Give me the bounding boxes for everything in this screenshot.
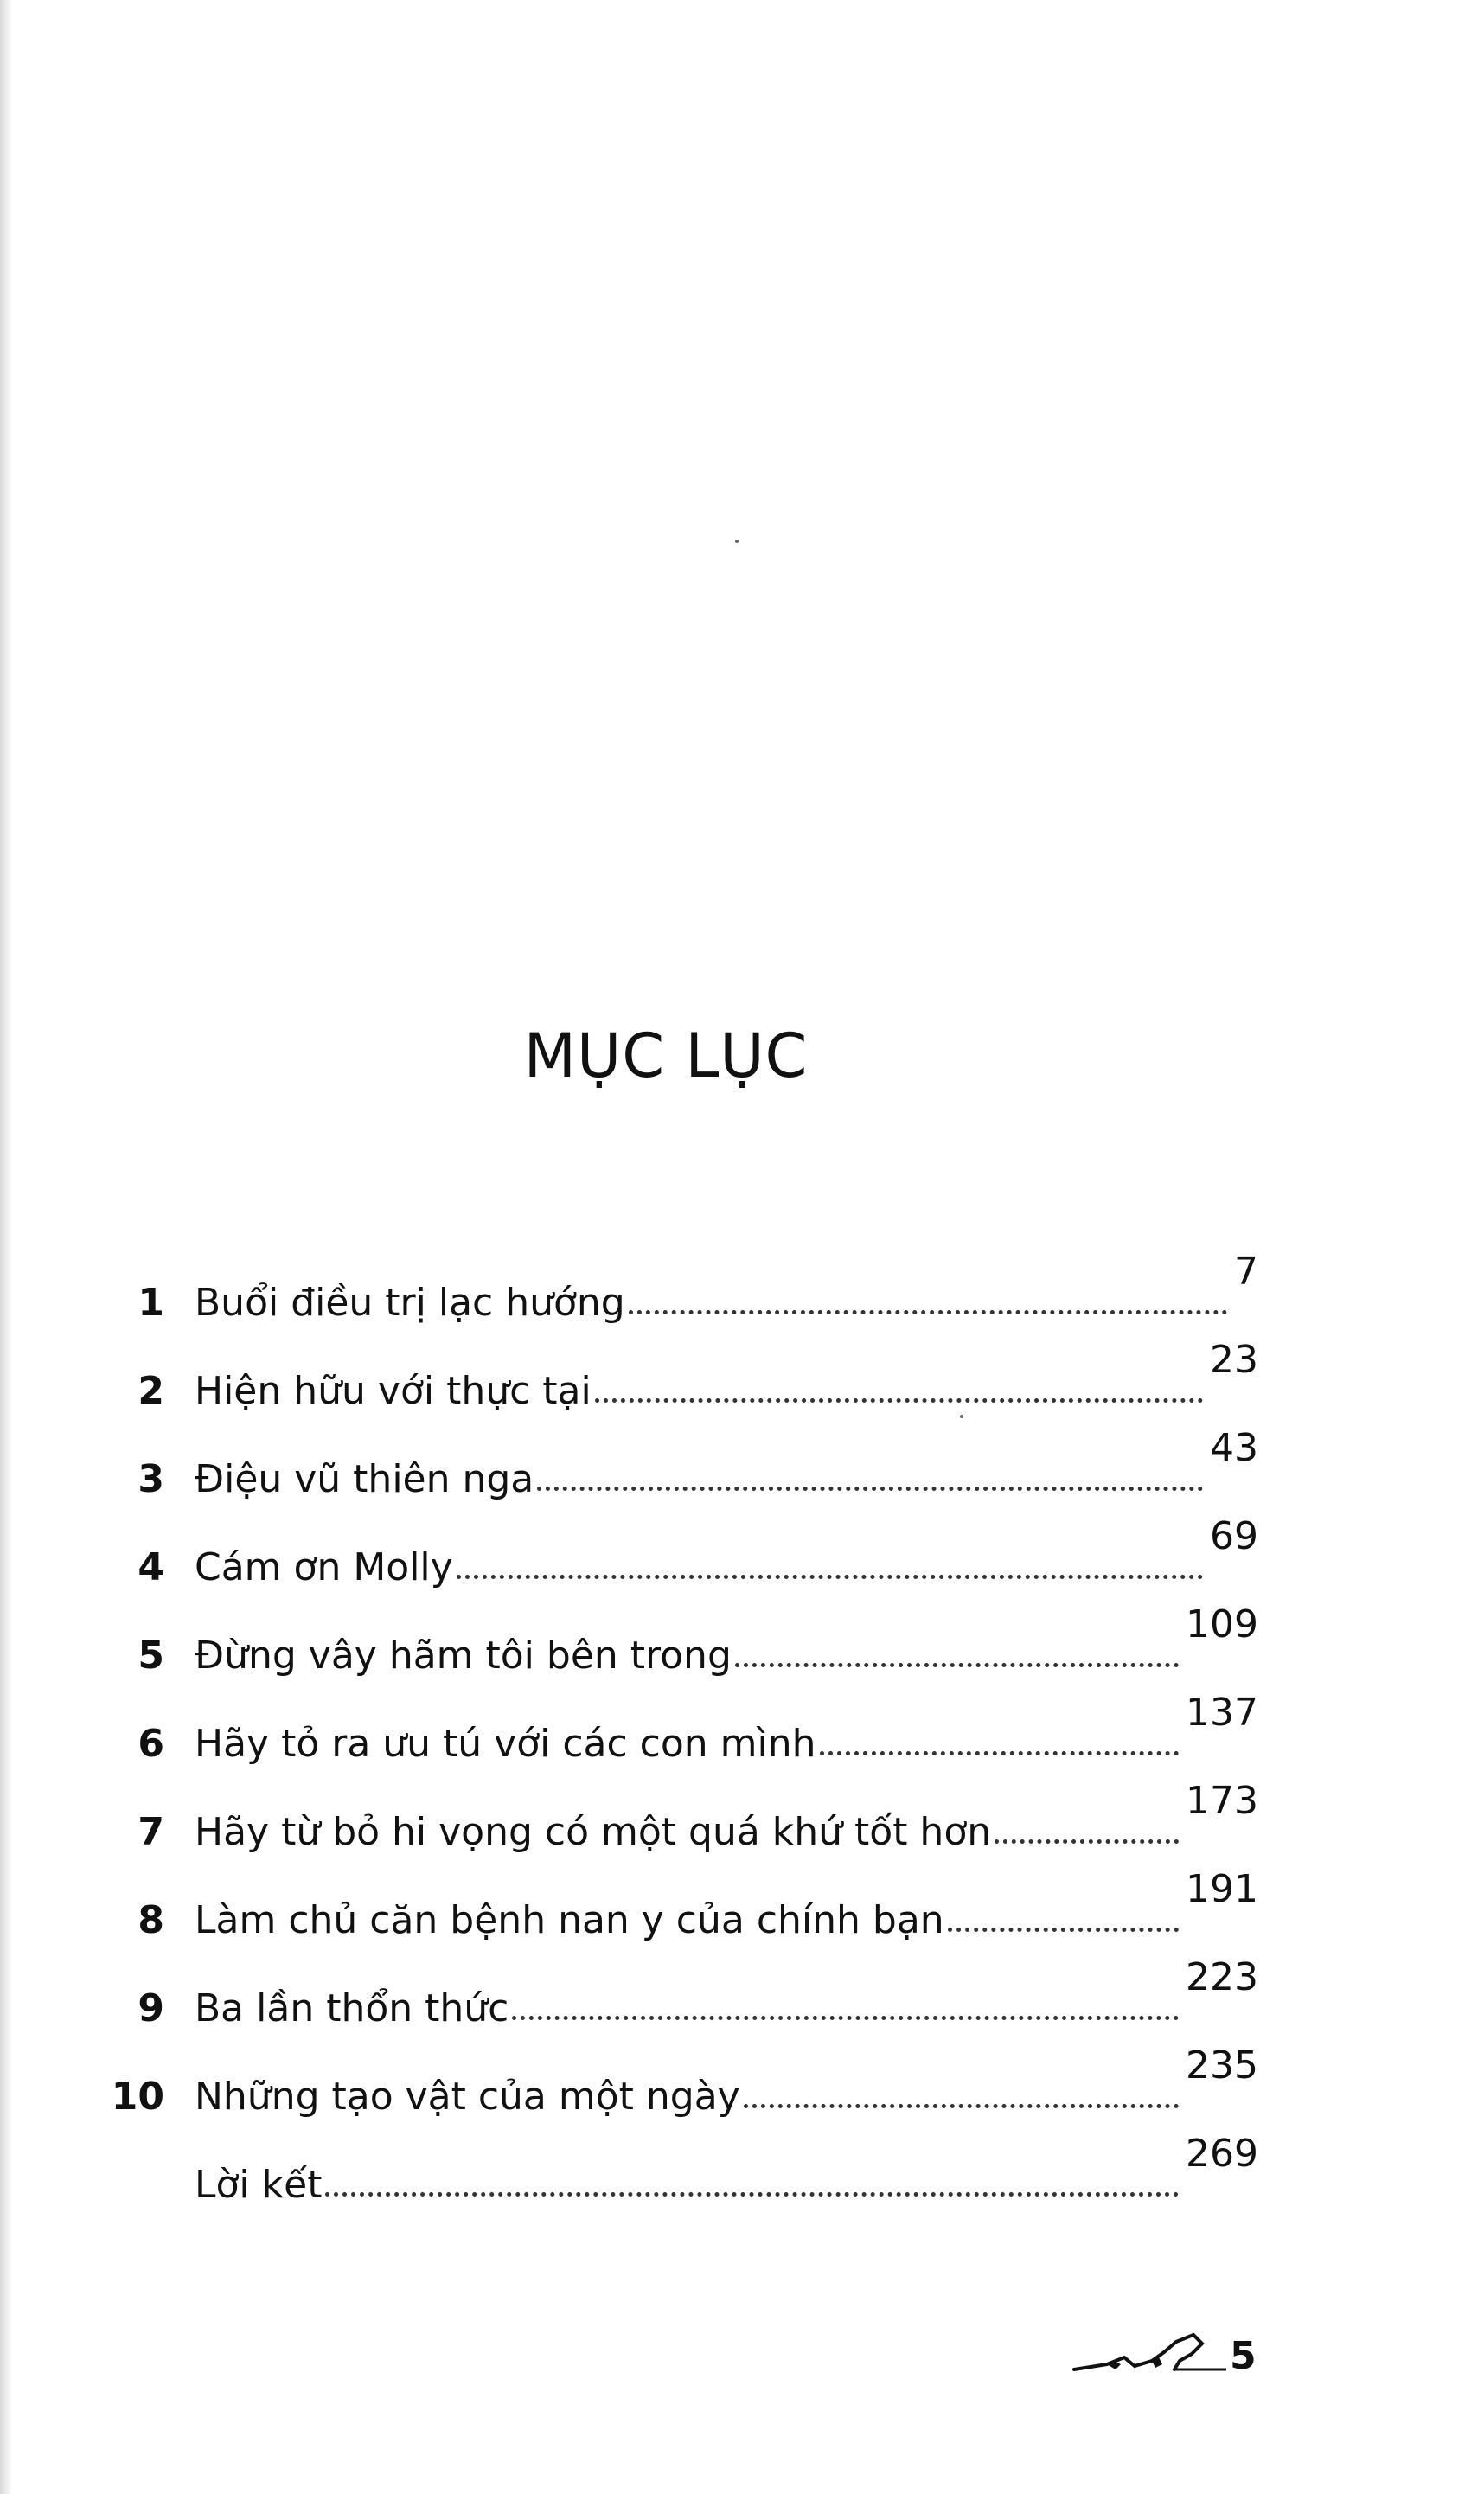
- toc-entry-number: 8: [138, 1898, 164, 1942]
- toc-entry-number: 1: [138, 1281, 164, 1325]
- toc-entry: [108, 1766, 1258, 1854]
- toc-dot-leader: [629, 1310, 1227, 1314]
- toc-dot-leader: [948, 1928, 1179, 1932]
- toc-entry-title: Điệu vũ thiên nga: [195, 1457, 534, 1501]
- page-number: 5: [1230, 2334, 1257, 2378]
- toc-dot-leader: [457, 1575, 1203, 1579]
- toc-entry: [108, 1413, 1258, 1501]
- toc-entry-number: 9: [138, 1986, 164, 2030]
- print-speck: [735, 540, 739, 543]
- page-edge-shadow: [0, 0, 12, 2494]
- toc-entry-page: 173: [1186, 1779, 1258, 1823]
- toc-dot-leader: [595, 1398, 1203, 1403]
- toc-entry-number: 6: [138, 1722, 164, 1766]
- toc-entry-title: Hãy tỏ ra ưu tú với các con mình: [195, 1722, 816, 1766]
- toc-dot-leader: [735, 1663, 1179, 1667]
- toc-entry-page: 235: [1186, 2043, 1258, 2088]
- toc-entry-page: 43: [1210, 1426, 1258, 1470]
- toc-entry-number: 2: [138, 1369, 164, 1413]
- toc-dot-leader: [537, 1487, 1203, 1491]
- toc-entry-title: Buổi điều trị lạc hướng: [195, 1281, 625, 1325]
- toc-entry-title: Lời kết: [195, 2163, 323, 2207]
- toc-entry-page: 23: [1210, 1338, 1258, 1382]
- toc-entry: [108, 2030, 1258, 2119]
- toc-dot-leader: [325, 2192, 1179, 2197]
- toc-entry-title: Hãy từ bỏ hi vọng có một quá khứ tốt hơn: [195, 1810, 992, 1854]
- toc-entry-page: 137: [1186, 1691, 1258, 1735]
- toc-entry-number: 3: [138, 1457, 164, 1501]
- toc-title: MỤC LỤC: [523, 1020, 809, 1091]
- toc-entry-number: 5: [138, 1634, 164, 1678]
- toc-entry-title: Ba lần thổn thức: [195, 1986, 509, 2030]
- toc-dot-leader: [820, 1751, 1180, 1755]
- page-footer: [1072, 2318, 1271, 2378]
- toc-entry-number: 4: [138, 1545, 164, 1589]
- toc-entry: [108, 1589, 1258, 1678]
- toc-dot-leader: [512, 2016, 1179, 2020]
- toc-entry: [108, 1237, 1258, 1325]
- toc-entry: [108, 1854, 1258, 1942]
- toc-entry-page: 191: [1186, 1867, 1258, 1911]
- toc-dot-leader: [995, 1839, 1179, 1844]
- pen-flourish-icon: [1072, 2326, 1228, 2378]
- toc-entry-number: 10: [111, 2075, 164, 2119]
- toc-entry-title: Những tạo vật của một ngày: [195, 2075, 740, 2119]
- toc-entry: [108, 1678, 1258, 1766]
- toc-entry-page: 7: [1234, 1250, 1258, 1294]
- toc-entry: [108, 1942, 1258, 2030]
- toc-entry-page: 109: [1186, 1602, 1258, 1647]
- toc-entry-page: 269: [1186, 2132, 1258, 2176]
- toc-dot-leader: [744, 2104, 1179, 2108]
- toc-entry-page: 223: [1186, 1955, 1258, 1999]
- toc-entry: [108, 1501, 1258, 1589]
- toc-entry: [108, 2119, 1258, 2207]
- toc-entry-title: Cám ơn Molly: [195, 1545, 453, 1589]
- toc-entry-title: Hiện hữu với thực tại: [195, 1369, 592, 1413]
- toc-list: [108, 1237, 1258, 2207]
- toc-entry: [108, 1325, 1258, 1413]
- toc-entry-page: 69: [1210, 1514, 1258, 1558]
- toc-entry-title: Làm chủ căn bệnh nan y của chính bạn: [195, 1898, 944, 1942]
- toc-entry-title: Đừng vây hãm tôi bên trong: [195, 1634, 732, 1678]
- toc-entry-number: 7: [138, 1810, 164, 1854]
